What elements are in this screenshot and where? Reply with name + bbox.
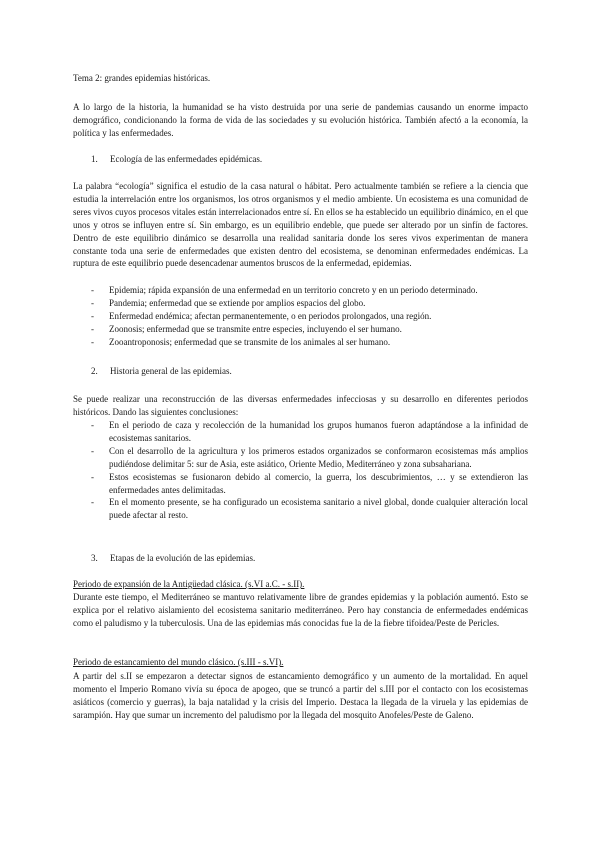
list-item: - Epidemia; rápida expansión de una enfermedad en un territorio concreto y en un periodo determinado.: [91, 285, 478, 295]
section-heading-text: Etapas de la evolución de las epidemias.: [110, 553, 256, 563]
list-item: - Zoonosis; enfermedad que se transmite entre especies, incluyendo el ser humano.: [91, 323, 402, 334]
list-item: - Estos ecosistemas se fusionaron debido al comercio, la guerra, los descubrimientos, … y se extendieron las enfermedades antes delimitadas.: [91, 471, 528, 495]
section-heading-text: Historia general de las epidemias.: [110, 366, 232, 376]
list-item: - En el periodo de caza y recolección de la humanidad los grupos humanos fueron adaptándose a la infinidad de ecosistemas sanitarios.: [91, 420, 528, 443]
period-paragraph: A partir del s.II se empezaron a detectar signos de estancamiento demográfico y un aumento de la mortalidad. En aquel momento el Imperio Romano vivía su época de apogeo, que se truncó a partir del s.III por el contacto con los ecosistemas asiáticos (comercio y guerras), la baja natalidad y la crisis del Imperio. Destaca la llegada de la viruela y las epidemias de sarampión. Hay que sumar un incremento del paludismo por la llegada del mosquito Anofeles/Peste de Galeno.: [73, 671, 528, 720]
period-title: Periodo de estancamiento del mundo clásico. (s.III - s.VI).: [73, 657, 284, 667]
section-heading-1: [91, 153, 262, 166]
section-heading-text: Ecología de las enfermedades epidémicas.: [110, 154, 263, 164]
period-paragraph: Durante este tiempo, el Mediterráneo se mantuvo relativamente libre de grandes epidemias y la población aumentó. Esto se explica por el relativo aislamiento del ecosistema sanitario mediterráneo. Pero hay constancia de enfermedades endémicas como el paludismo y la tuberculosis. Una de las epidemias más conocidas fue la de la fiebre tifoidea/Peste de Pericles.: [73, 592, 528, 628]
document-title: Tema 2: grandes epidemias históricas.: [73, 73, 211, 83]
section-heading-3: [91, 552, 255, 565]
list-item: - En el momento presente, se ha configurado un ecosistema sanitario a nivel global, donde cualquier alteración local puede afectar al resto.: [91, 497, 528, 521]
list-item: - Zooantroponosis; enfermedad que se transmite de los animales al ser humano.: [91, 336, 391, 347]
conclusions-list: [91, 419, 528, 522]
section-number: 3.: [91, 553, 98, 563]
list-item: - Pandemia; enfermedad que se extiende por amplios espacios del globo.: [91, 297, 366, 308]
section-number: 1.: [91, 154, 98, 164]
intro-paragraph: A lo largo de la historia, la humanidad se ha visto destruida por una serie de pandemias causando un enorme impacto demográfico, condicionando la forma de vida de las sociedades y su evolución histórica. También afectó a la economía, la política y las enfermedades.: [73, 102, 528, 138]
definitions-list: [91, 284, 528, 349]
ecology-paragraph: La palabra “ecología” significa el estudio de la casa natural o hábitat. Pero actualmente también se refiere a la ciencia que estudia la interrelación entre los organismos, los otros organismos y el medio ambiente. Un ecosistema es una comunidad de seres vivos cuyos procesos vitales están interrelacionados entre sí. En ellos se ha establecido un equilibrio dinámico, en el que unos y otros se influyen entre sí. Sin embargo, es un equilibrio endeble, que puede ser alterado por un sinfín de factores. Dentro de este equilibrio dinámico se desarrolla una realidad sanitaria donde los seres vivos experimentan de manera constante toda una serie de enfermedades que existen dentro del ecosistema, se denominan enfermedades endémicas. La ruptura de este equilibrio puede desencadenar aumentos bruscos de la enfermedad, epidemias.: [73, 181, 528, 269]
section-number: 2.: [91, 366, 98, 376]
section-heading-2: [91, 365, 232, 378]
period-title: Periodo de expansión de la Antigüedad clásica. (s.VI a.C. - s.II).: [73, 579, 305, 589]
history-paragraph: Se puede realizar una reconstrucción de las diversas enfermedades infecciosas y su desarrollo en diferentes periodos históricos. Dando las siguientes conclusiones:: [73, 394, 528, 417]
list-item: - Con el desarrollo de la agricultura y los primeros estados organizados se conformaron ecosistemas más amplios pudiéndose delimitar 5: sur de Asia, este asiático, Oriente Medio, Mediterráneo y zona subsahariana.: [91, 445, 528, 469]
list-item: - Enfermedad endémica; afectan permanentemente, o en periodos prolongados, una región.: [91, 310, 432, 321]
